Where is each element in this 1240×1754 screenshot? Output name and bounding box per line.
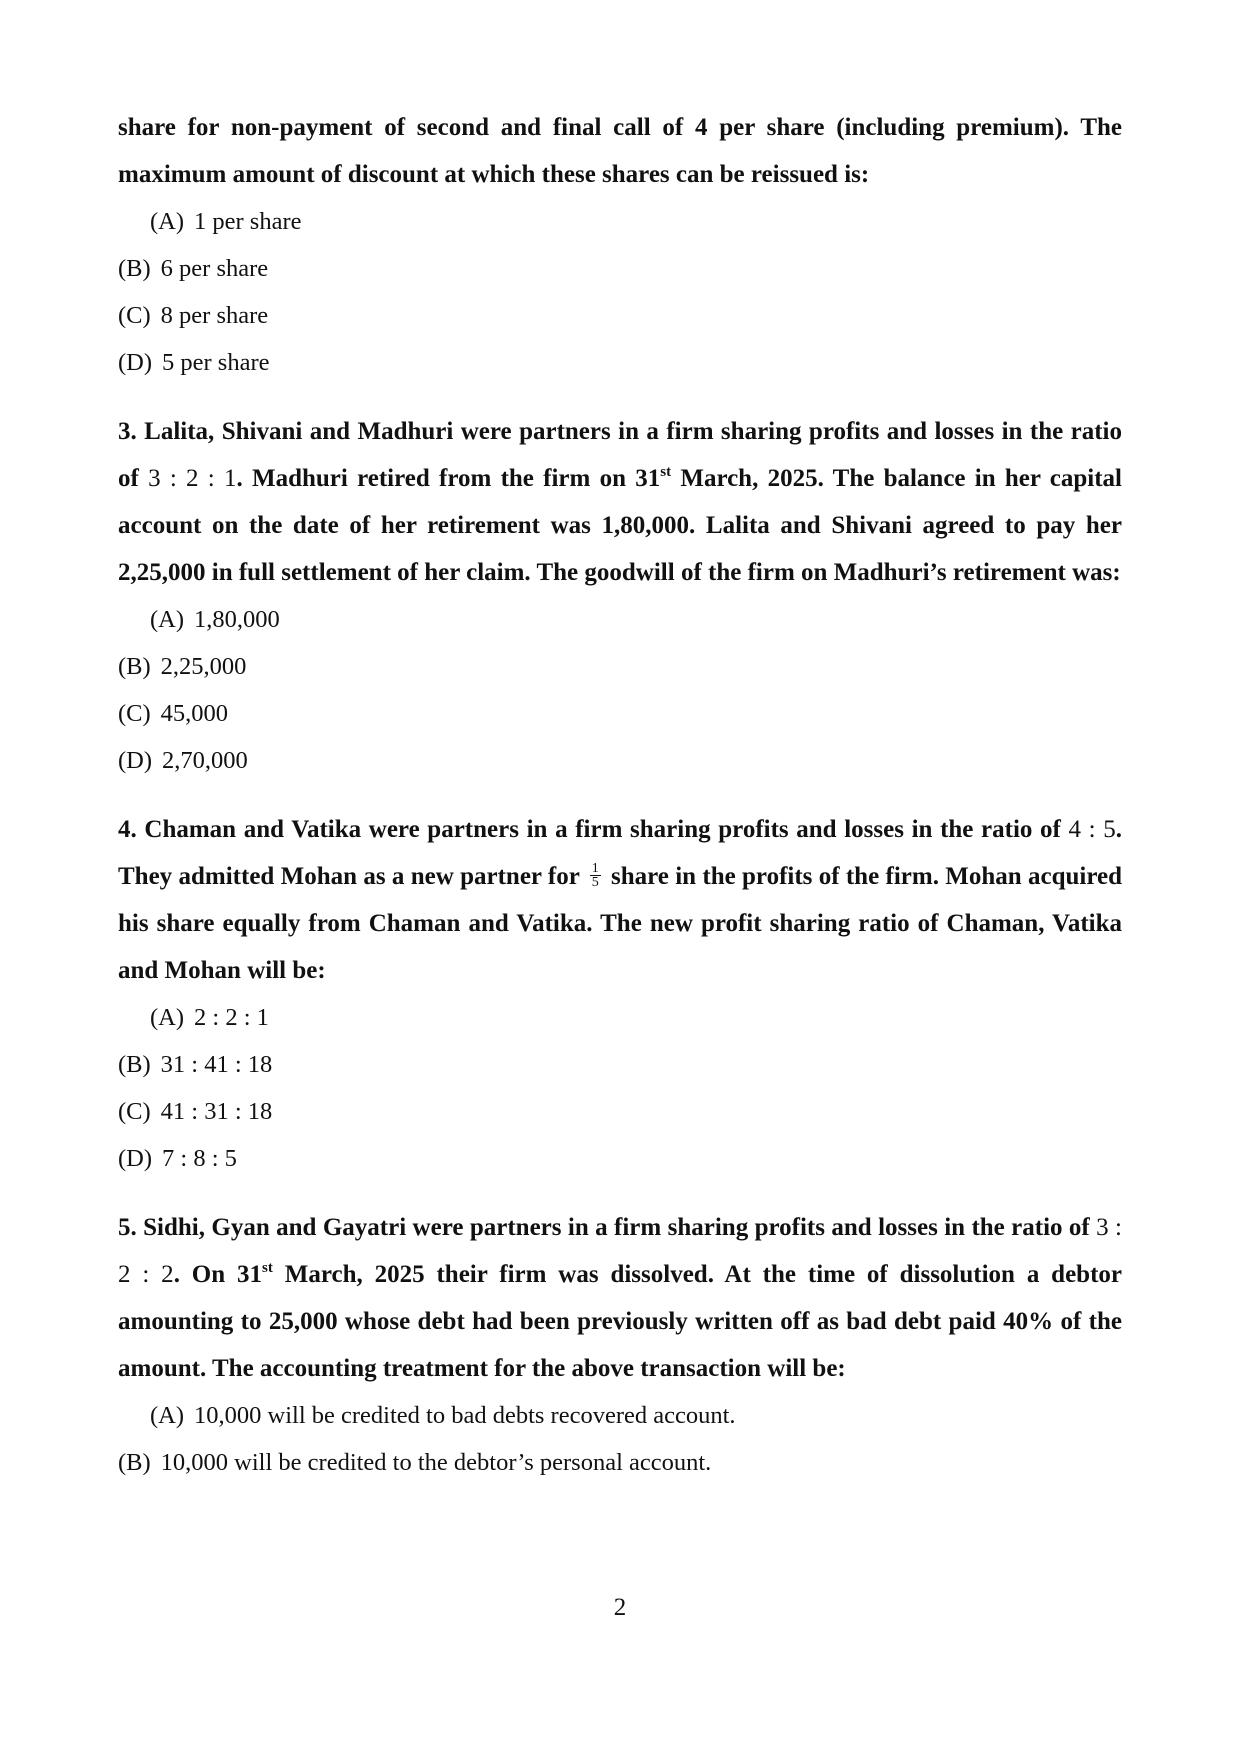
option-label: (D)	[118, 747, 153, 774]
question-paper-page	[118, 104, 1122, 1508]
option-text: 2,25,000	[160, 653, 247, 680]
question-5-option-a	[118, 1392, 1122, 1439]
page-number: 2	[613, 1594, 627, 1621]
stem-part: . Madhuri retired from the firm on 31	[236, 465, 661, 492]
option-text: 10,000 will be credited to bad debts recovered account.	[194, 1402, 736, 1429]
question-3-option-a	[118, 596, 1122, 643]
ratio-value: 3 : 2 : 1	[148, 465, 237, 492]
option-label: (A)	[150, 1402, 185, 1429]
ordinal-suffix: st	[660, 464, 672, 480]
question-4-stem	[118, 806, 1122, 994]
option-label: (C)	[118, 700, 151, 727]
option-label: (D)	[118, 349, 153, 376]
question-4-option-c	[118, 1088, 1122, 1135]
option-label: (B)	[118, 255, 151, 282]
option-label: (C)	[118, 1098, 151, 1125]
question-2-option-c	[118, 292, 1122, 339]
question-2-option-a	[118, 198, 1122, 245]
question-2-option-d	[118, 339, 1122, 386]
option-label: (C)	[118, 302, 151, 329]
question-4-option-d	[118, 1135, 1122, 1182]
question-3-option-c	[118, 690, 1122, 737]
option-text: 10,000 will be credited to the debtor’s personal account.	[160, 1449, 712, 1476]
ordinal-suffix: st	[262, 1260, 273, 1276]
stem-part: 5. Sidhi, Gyan and Gayatri were partners in a firm sharing profits and losses in the ratio of	[118, 1214, 1097, 1241]
stem-part: share in the profits of the firm. Mohan acquired his share equally from Chaman and Vatika. The new profit sharing ratio of Chaman, Vatika and Mohan will be:	[118, 863, 1122, 984]
option-label: (B)	[118, 1449, 151, 1476]
option-text: 8 per share	[160, 302, 269, 329]
option-text: 41 : 31 : 18	[160, 1098, 273, 1125]
option-label: (B)	[118, 1051, 151, 1078]
fraction	[590, 862, 601, 889]
ratio-value: 4 : 5	[1068, 816, 1116, 843]
question-3-option-b	[118, 643, 1122, 690]
question-4-option-a	[118, 994, 1122, 1041]
option-label: (A)	[150, 208, 185, 235]
option-label: (D)	[118, 1145, 153, 1172]
question-5	[118, 1204, 1122, 1486]
question-5-option-b	[118, 1439, 1122, 1486]
option-text: 1,80,000	[194, 606, 280, 633]
option-label: (A)	[150, 606, 185, 633]
question-4-options	[118, 994, 1122, 1182]
option-text: 5 per share	[162, 349, 270, 376]
option-text: 7 : 8 : 5	[162, 1145, 237, 1172]
fraction-denominator: 5	[591, 874, 599, 890]
stem-part: March, 2025. The balance in her capital account on the date of her retirement was 1,80,000. Lalita and Shivani agreed to pay her 2,25,000 in full settlement of her claim. The goodwill of the firm on Madhuri’s retirement was:	[118, 465, 1122, 586]
option-text: 45,000	[160, 700, 229, 727]
option-text: 31 : 41 : 18	[160, 1051, 273, 1078]
option-label: (B)	[118, 653, 151, 680]
question-4-option-b	[118, 1041, 1122, 1088]
question-2-continued	[118, 104, 1122, 386]
stem-part: 3. Lalita, Shivani and Madhuri were partners in a firm sharing profits and losses in the ratio of	[118, 418, 1122, 492]
stem-part: 4. Chaman and Vatika were partners in a firm sharing profits and losses in the ratio of	[118, 816, 1069, 843]
question-5-options	[118, 1392, 1122, 1486]
option-text: 6 per share	[160, 255, 269, 282]
question-2-stem: share for non-payment of second and final call of 4 per share (including premium). The maximum amount of discount at which these shares can be reissued is:	[118, 114, 1122, 188]
question-3-option-d	[118, 737, 1122, 784]
stem-part: . On 31	[173, 1261, 263, 1288]
question-3-options	[118, 596, 1122, 784]
question-3-stem	[118, 408, 1122, 596]
stem-part: March, 2025 their firm was dissolved. At the time of dissolution a debtor amounting to 25,000 whose debt had been previously written off as bad debt paid 40% of the amount. The accounting treatment for the above transaction will be:	[118, 1261, 1123, 1382]
option-text: 1 per share	[194, 208, 302, 235]
question-2-option-b	[118, 245, 1122, 292]
option-text: 2,70,000	[162, 747, 248, 774]
option-label: (A)	[150, 1004, 185, 1031]
stem-part: . They admitted Mohan as a new partner for	[118, 816, 1122, 890]
question-2-options	[118, 198, 1122, 386]
ratio-value: 3 : 2 : 2	[118, 1214, 1122, 1288]
option-text: 2 : 2 : 1	[194, 1004, 269, 1031]
question-4	[118, 806, 1122, 1182]
question-3	[118, 408, 1122, 784]
question-5-stem	[118, 1204, 1122, 1392]
fraction-numerator: 1	[591, 860, 599, 876]
